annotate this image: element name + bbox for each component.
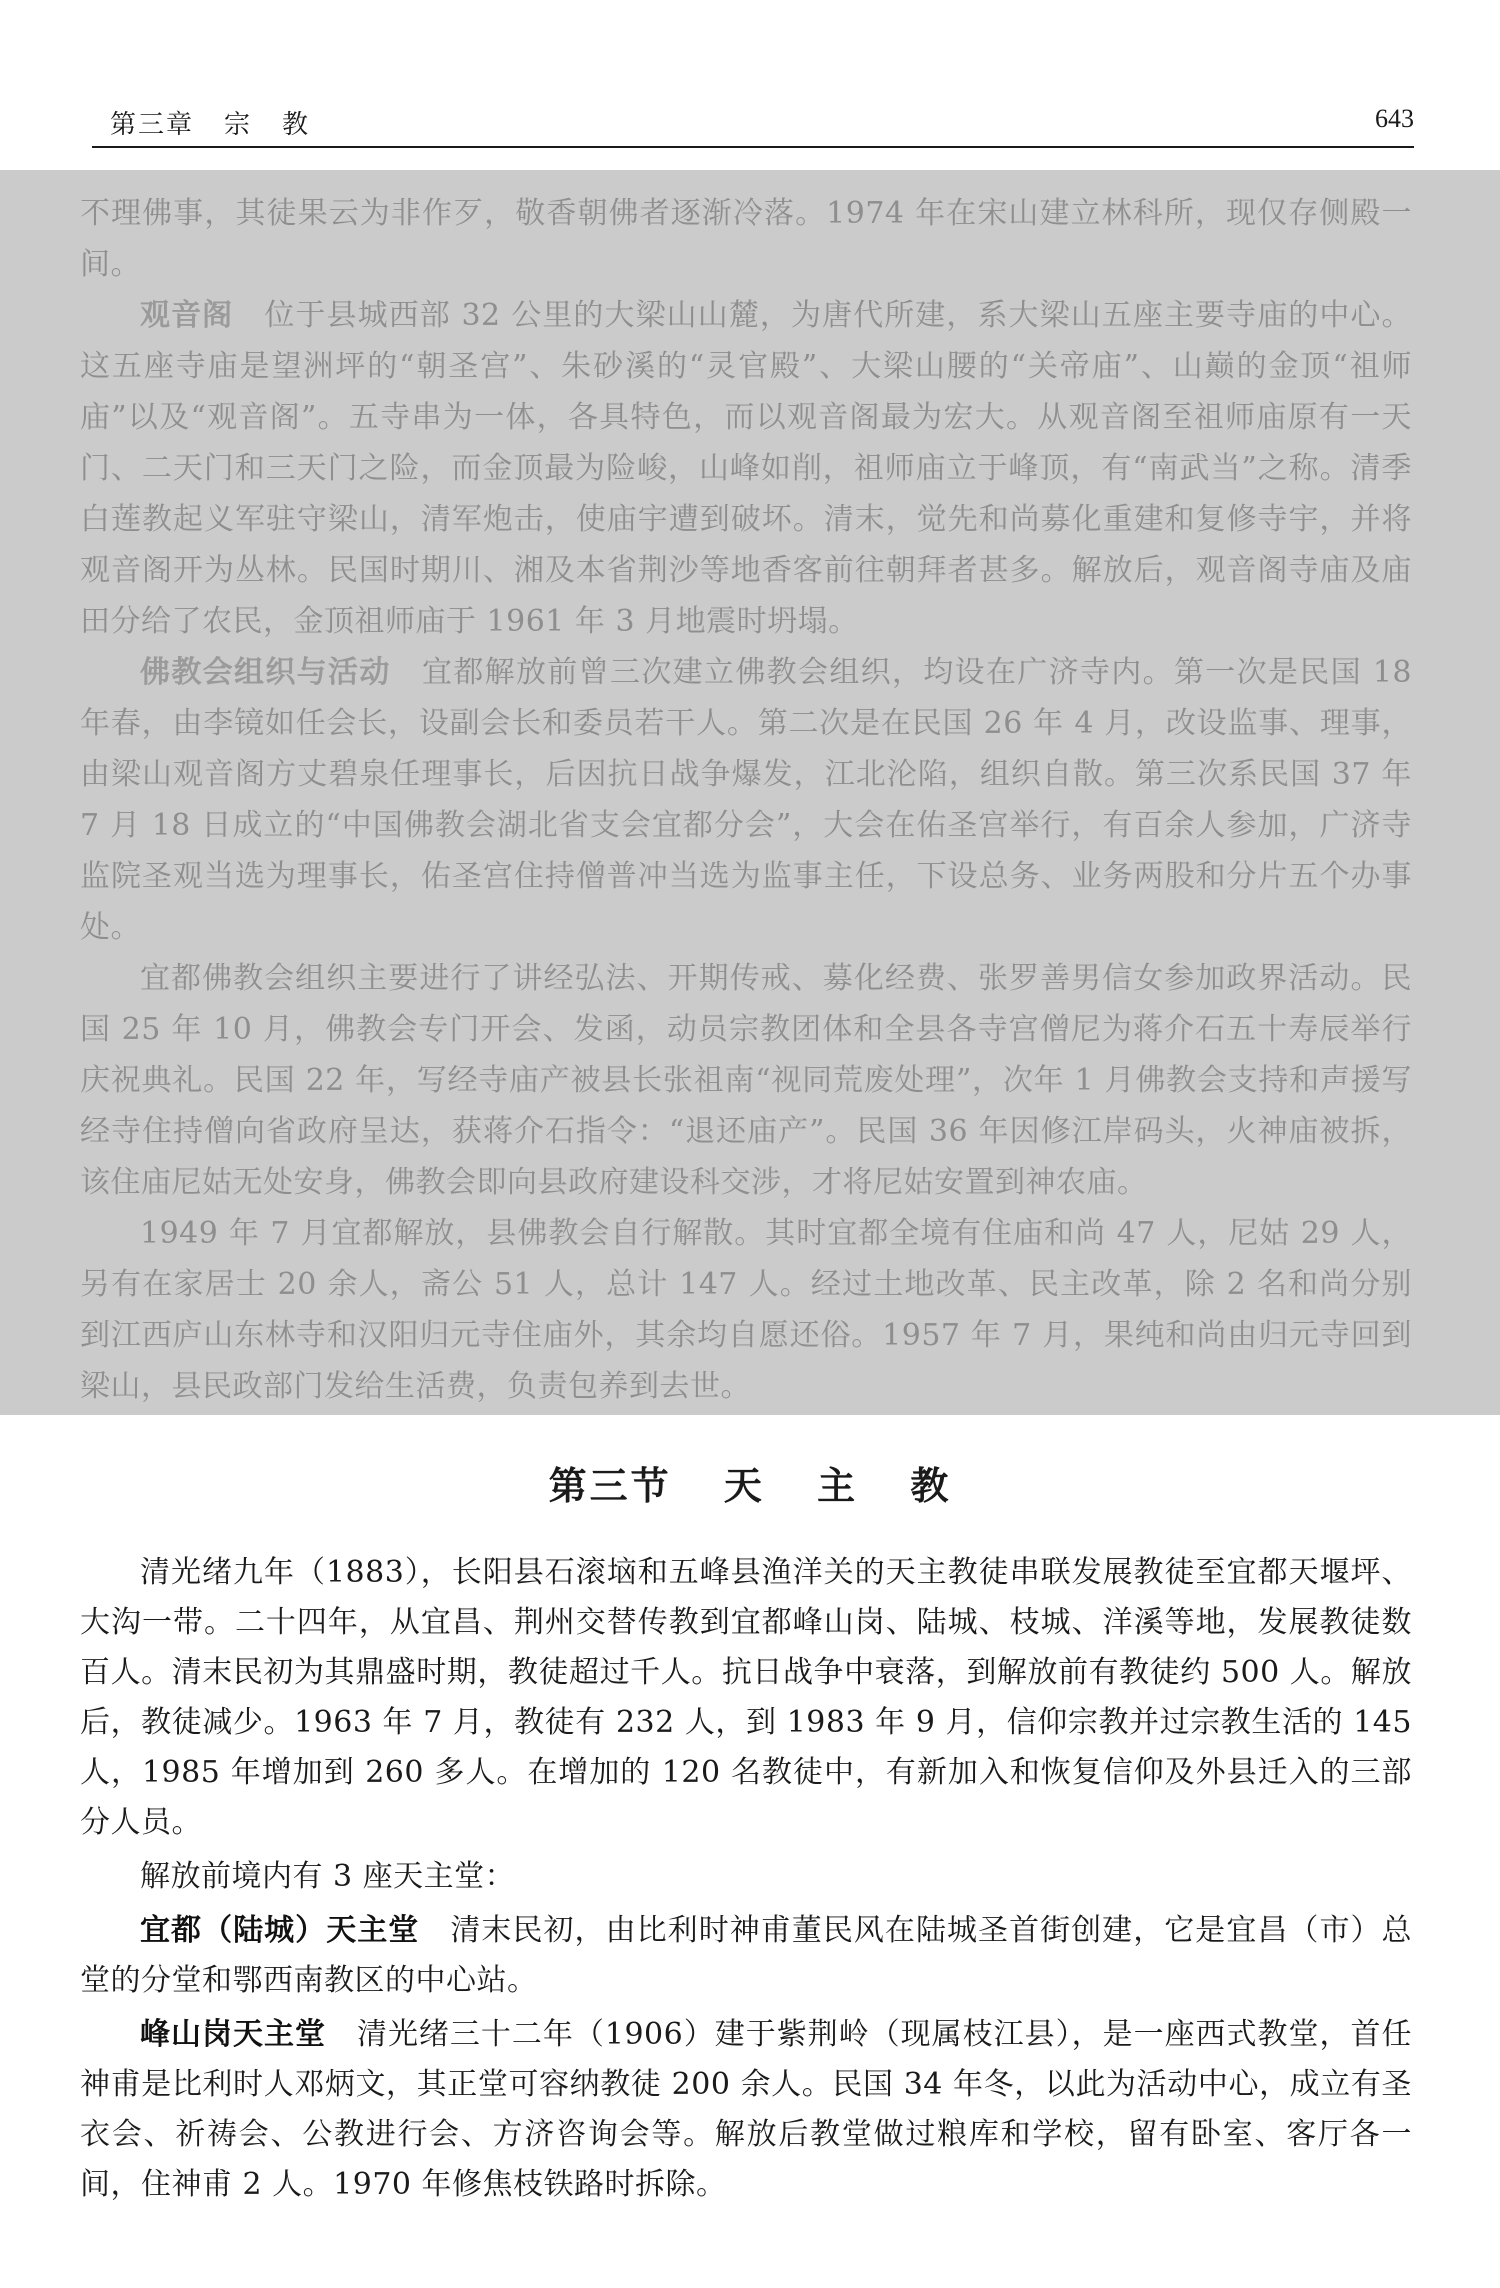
paragraph-guanyinge (80, 290, 1412, 647)
chapter-title-char-2: 教 (282, 110, 311, 140)
paragraph: 1949 年 7 月宜都解放，县佛教会自行解散。其时宜都全境有住庙和尚 47 人，尼姑 29 人，另有在家居士 20 余人，斋公 51 人，总计 147 人。经过土地改革、民主改革，除 2 名和尚分别到江西庐山东林寺和汉阳归元寺住庙外，其余均自愿还俗。1957 年 7 月，果纯和尚由归元寺回到梁山，县民政部门发给生活费，负责包养到去世。 (80, 1216, 1412, 1404)
page-number: 643 (1375, 104, 1414, 133)
paragraph-heading: 峰山岗天主堂 (140, 2017, 326, 2052)
shaded-text-body (80, 188, 1412, 1412)
paragraph-yidu-church (80, 1906, 1412, 2006)
main-text-body (80, 1548, 1412, 2214)
chapter-heading (110, 104, 310, 141)
section-title-char-3: 教 (910, 1463, 952, 1508)
chapter-title-char-1: 宗 (224, 110, 253, 140)
paragraph-text: 宜都解放前曾三次建立佛教会组织，均设在广济寺内。第一次是民国 18 年春，由李镜如任会长，设副会长和委员若干人。第二次是在民国 26 年 4 月，改设监事、理事，由梁山观音阁方丈碧泉任理事长，后因抗日战争爆发，江北沦陷，组织自散。第三次系民国 37 年 7 月 18 日成立的“中国佛教会湖北省支会宜都分会”，大会在佑圣宫举行，有百余人参加，广济寺监院圣观当选为理事长，佑圣宫住持僧普冲当选为监事主任，下设总务、业务两股和分片五个办事处。 (80, 655, 1413, 945)
chapter-label: 第三章 (110, 110, 195, 140)
section-title (0, 1455, 1500, 1510)
paragraph-heading: 佛教会组织与活动 (140, 655, 391, 690)
shaded-text-block (0, 170, 1500, 1415)
paragraph-text: 清光绪三十二年（1906）建于紫荆岭（现属枝江县），是一座西式教堂，首任神甫是比利时人邓炳文，其正堂可容纳教徒 200 余人。民国 34 年冬，以此为活动中心，成立有圣衣会、祈祷会、公教进行会、方济咨询会等。解放后教堂做过粮库和学校，留有卧室、客厅各一间，住神甫 2 人。1970 年修焦枝铁路时拆除。 (80, 2017, 1413, 2202)
paragraph-heading: 宜都（陆城）天主堂 (140, 1913, 420, 1948)
running-header (92, 100, 1414, 148)
paragraph: 清光绪九年（1883），长阳县石滚垴和五峰县渔洋关的天主教徒串联发展教徒至宜都天堰坪、大沟一带。二十四年，从宜昌、荆州交替传教到宜都峰山岗、陆城、枝城、洋溪等地，发展教徒数百人。清末民初为其鼎盛时期，教徒超过千人。抗日战争中衰落，到解放前有教徒约 500 人。解放后，教徒减少。1963 年 7 月，教徒有 232 人，到 1983 年 9 月，信仰宗教并过宗教生活的 145 人，1985 年增加到 260 多人。在增加的 120 名教徒中，有新加入和恢复信仰及外县迁入的三部分人员。 (80, 1555, 1412, 1840)
section-title-char-1: 天 (723, 1463, 765, 1508)
section-title-char-2: 主 (817, 1463, 859, 1508)
paragraph: 宜都佛教会组织主要进行了讲经弘法、开期传戒、募化经费、张罗善男信女参加政界活动。民国 25 年 10 月，佛教会专门开会、发函，动员宗教团体和全县各寺宫僧尼为蒋介石五十寿辰举行庆祝典礼。民国 22 年，写经寺庙产被县长张祖南“视同荒废处理”，次年 1 月佛教会支持和声援写经寺住持僧向省政府呈达，获蒋介石指令：“退还庙产”。民国 36 年因修江岸码头，火神庙被拆，该住庙尼姑无处安身，佛教会即向县政府建设科交涉，才将尼姑安置到神农庙。 (80, 961, 1412, 1200)
paragraph-text: 位于县城西部 32 公里的大梁山山麓，为唐代所建，系大梁山五座主要寺庙的中心。这五座寺庙是望洲坪的“朝圣宫”、朱砂溪的“灵官殿”、大梁山腰的“关帝庙”、山巅的金顶“祖师庙”以及“观音阁”。五寺串为一体，各具特色，而以观音阁最为宏大。从观音阁至祖师庙原有一天门、二天门和三天门之险，而金顶最为险峻，山峰如削，祖师庙立于峰顶，有“南武当”之称。清季白莲教起义军驻守梁山，清军炮击，使庙宇遭到破坏。清末，觉先和尚募化重建和复修寺宇，并将观音阁开为丛林。民国时期川、湘及本省荆沙等地香客前往朝拜者甚多。解放后，观音阁寺庙及庙田分给了农民，金顶祖师庙于 1961 年 3 月地震时坍塌。 (80, 298, 1413, 639)
section-number: 第三节 (548, 1463, 672, 1508)
paragraph-heading: 观音阁 (140, 298, 234, 333)
paragraph-text: 清末民初，由比利时神甫董民风在陆城圣首街创建，它是宜昌（市）总堂的分堂和鄂西南教区的中心站。 (80, 1913, 1413, 1998)
paragraph-buddhist-association (80, 647, 1412, 953)
paragraph-fengshangang-church (80, 2010, 1412, 2210)
paragraph: 解放前境内有 3 座天主堂： (140, 1859, 516, 1894)
paragraph: 不理佛事，其徒果云为非作歹，敬香朝佛者逐渐冷落。1974 年在宋山建立林科所，现仅存侧殿一间。 (80, 196, 1412, 282)
